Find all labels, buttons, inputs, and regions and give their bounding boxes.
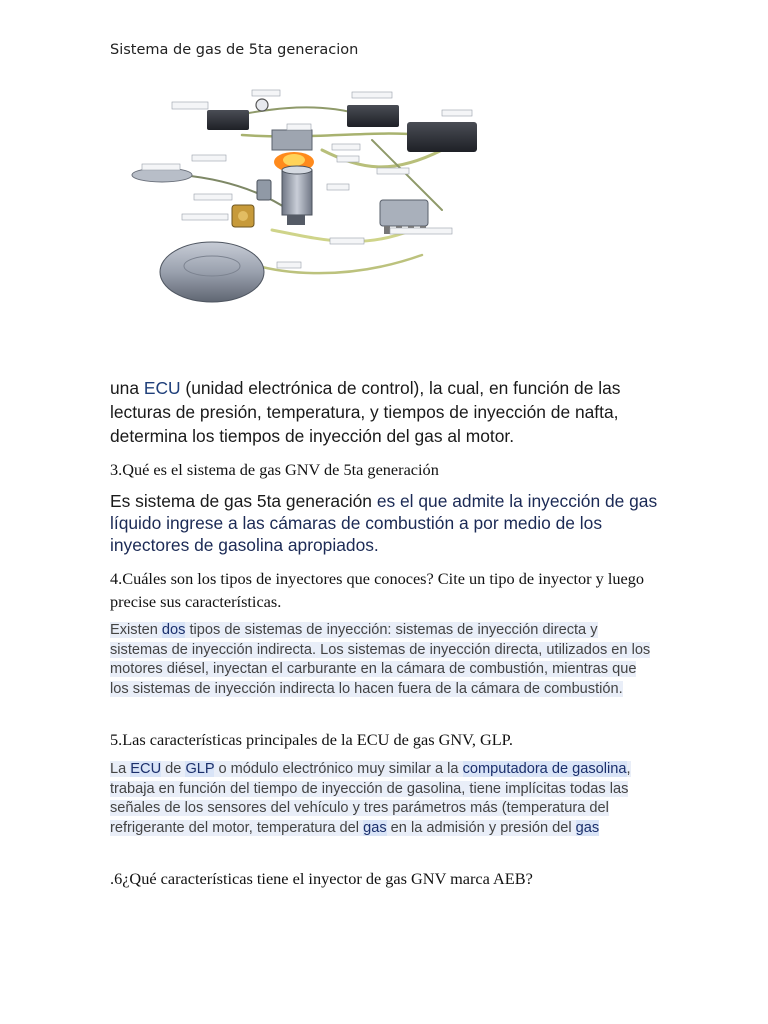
petrol-ecu-icon [207,110,249,130]
filter-icon [257,180,271,200]
main-ecu-icon [407,122,477,152]
answer-5-keyword-glp: GLP [185,761,215,777]
answer-5-keyword-ecu: ECU [130,761,162,777]
answer-5 [110,760,658,838]
ecu-paragraph [110,376,670,448]
answer-3-text: es el que admite la inyección de gas líquido ingrese a las cámaras de combustión a por medio de los inyectores de gasolina apropiados. [110,491,658,555]
document-title: Sistema de gas de 5ta generacion [110,42,359,58]
lpg-injectors-icon [380,200,428,226]
answer-4-text-rest: tipos de sistemas de inyección: sistemas de inyección directa y sistemas de inyección indirecta. Los sistemas de inyección directa, utilizados en los motores diésel, inyectan el carburante en la cámara de combustión, mientras que los sistemas de inyección indirecta lo hacen fuera de la cámara de combustión. [110,622,651,697]
answer-5-keyword-computadora: computadora de gasolina [462,761,627,777]
answer-3 [110,490,670,556]
answer-5-keyword-gas-2: gas [575,819,600,836]
answer-4-text: Existen [110,622,162,638]
ecu-paragraph-text: una [110,378,144,398]
answer-5-text-3: o módulo electrónico muy similar a la [214,761,463,777]
answer-3-lead: Es sistema de gas 5ta generación [110,491,377,511]
question-3: 3.Qué es el sistema de gas GNV de 5ta generación [110,460,439,479]
gas-switch-icon [256,99,268,111]
answer-4 [110,621,658,699]
answer-5-text-5: en la admisión y presión del [386,819,576,836]
answer-5-text-4: , trabaja en función del tiempo de inyección de gasolina, tiene implícitas todas las señales de los sensores del vehículo y tres parámetros más (temperatura del refrigerante del motor, temperatura del [110,761,631,836]
answer-5-text-1: La [110,761,131,777]
ecu-keyword: ECU [143,378,181,398]
engine-cylinder-icon [282,170,312,215]
answer-5-text-2: de [161,761,186,777]
gas-system-diagram [122,80,492,312]
lpg-tank-icon [160,242,264,302]
ecu-paragraph-text-rest: (unidad electrónica de control), la cual, en función de las lecturas de presión, temperatura, y tiempos de inyección de nafta, determina los tiempos de inyección del gas al motor. [110,378,621,446]
question-4: 4.Cuáles son los tipos de inyectores que conoces? Cite un tipo de inyector y luego precise sus características. [110,569,644,611]
answer-5-keyword-gas-1: gas [363,819,387,836]
question-6: .6¿Qué características tiene el inyector de gas GNV marca AEB? [110,869,533,888]
answer-4-keyword: dos [161,622,186,638]
lpg-ecu-icon [347,105,399,127]
question-5: 5.Las características principales de la ECU de gas GNV, GLP. [110,730,513,749]
